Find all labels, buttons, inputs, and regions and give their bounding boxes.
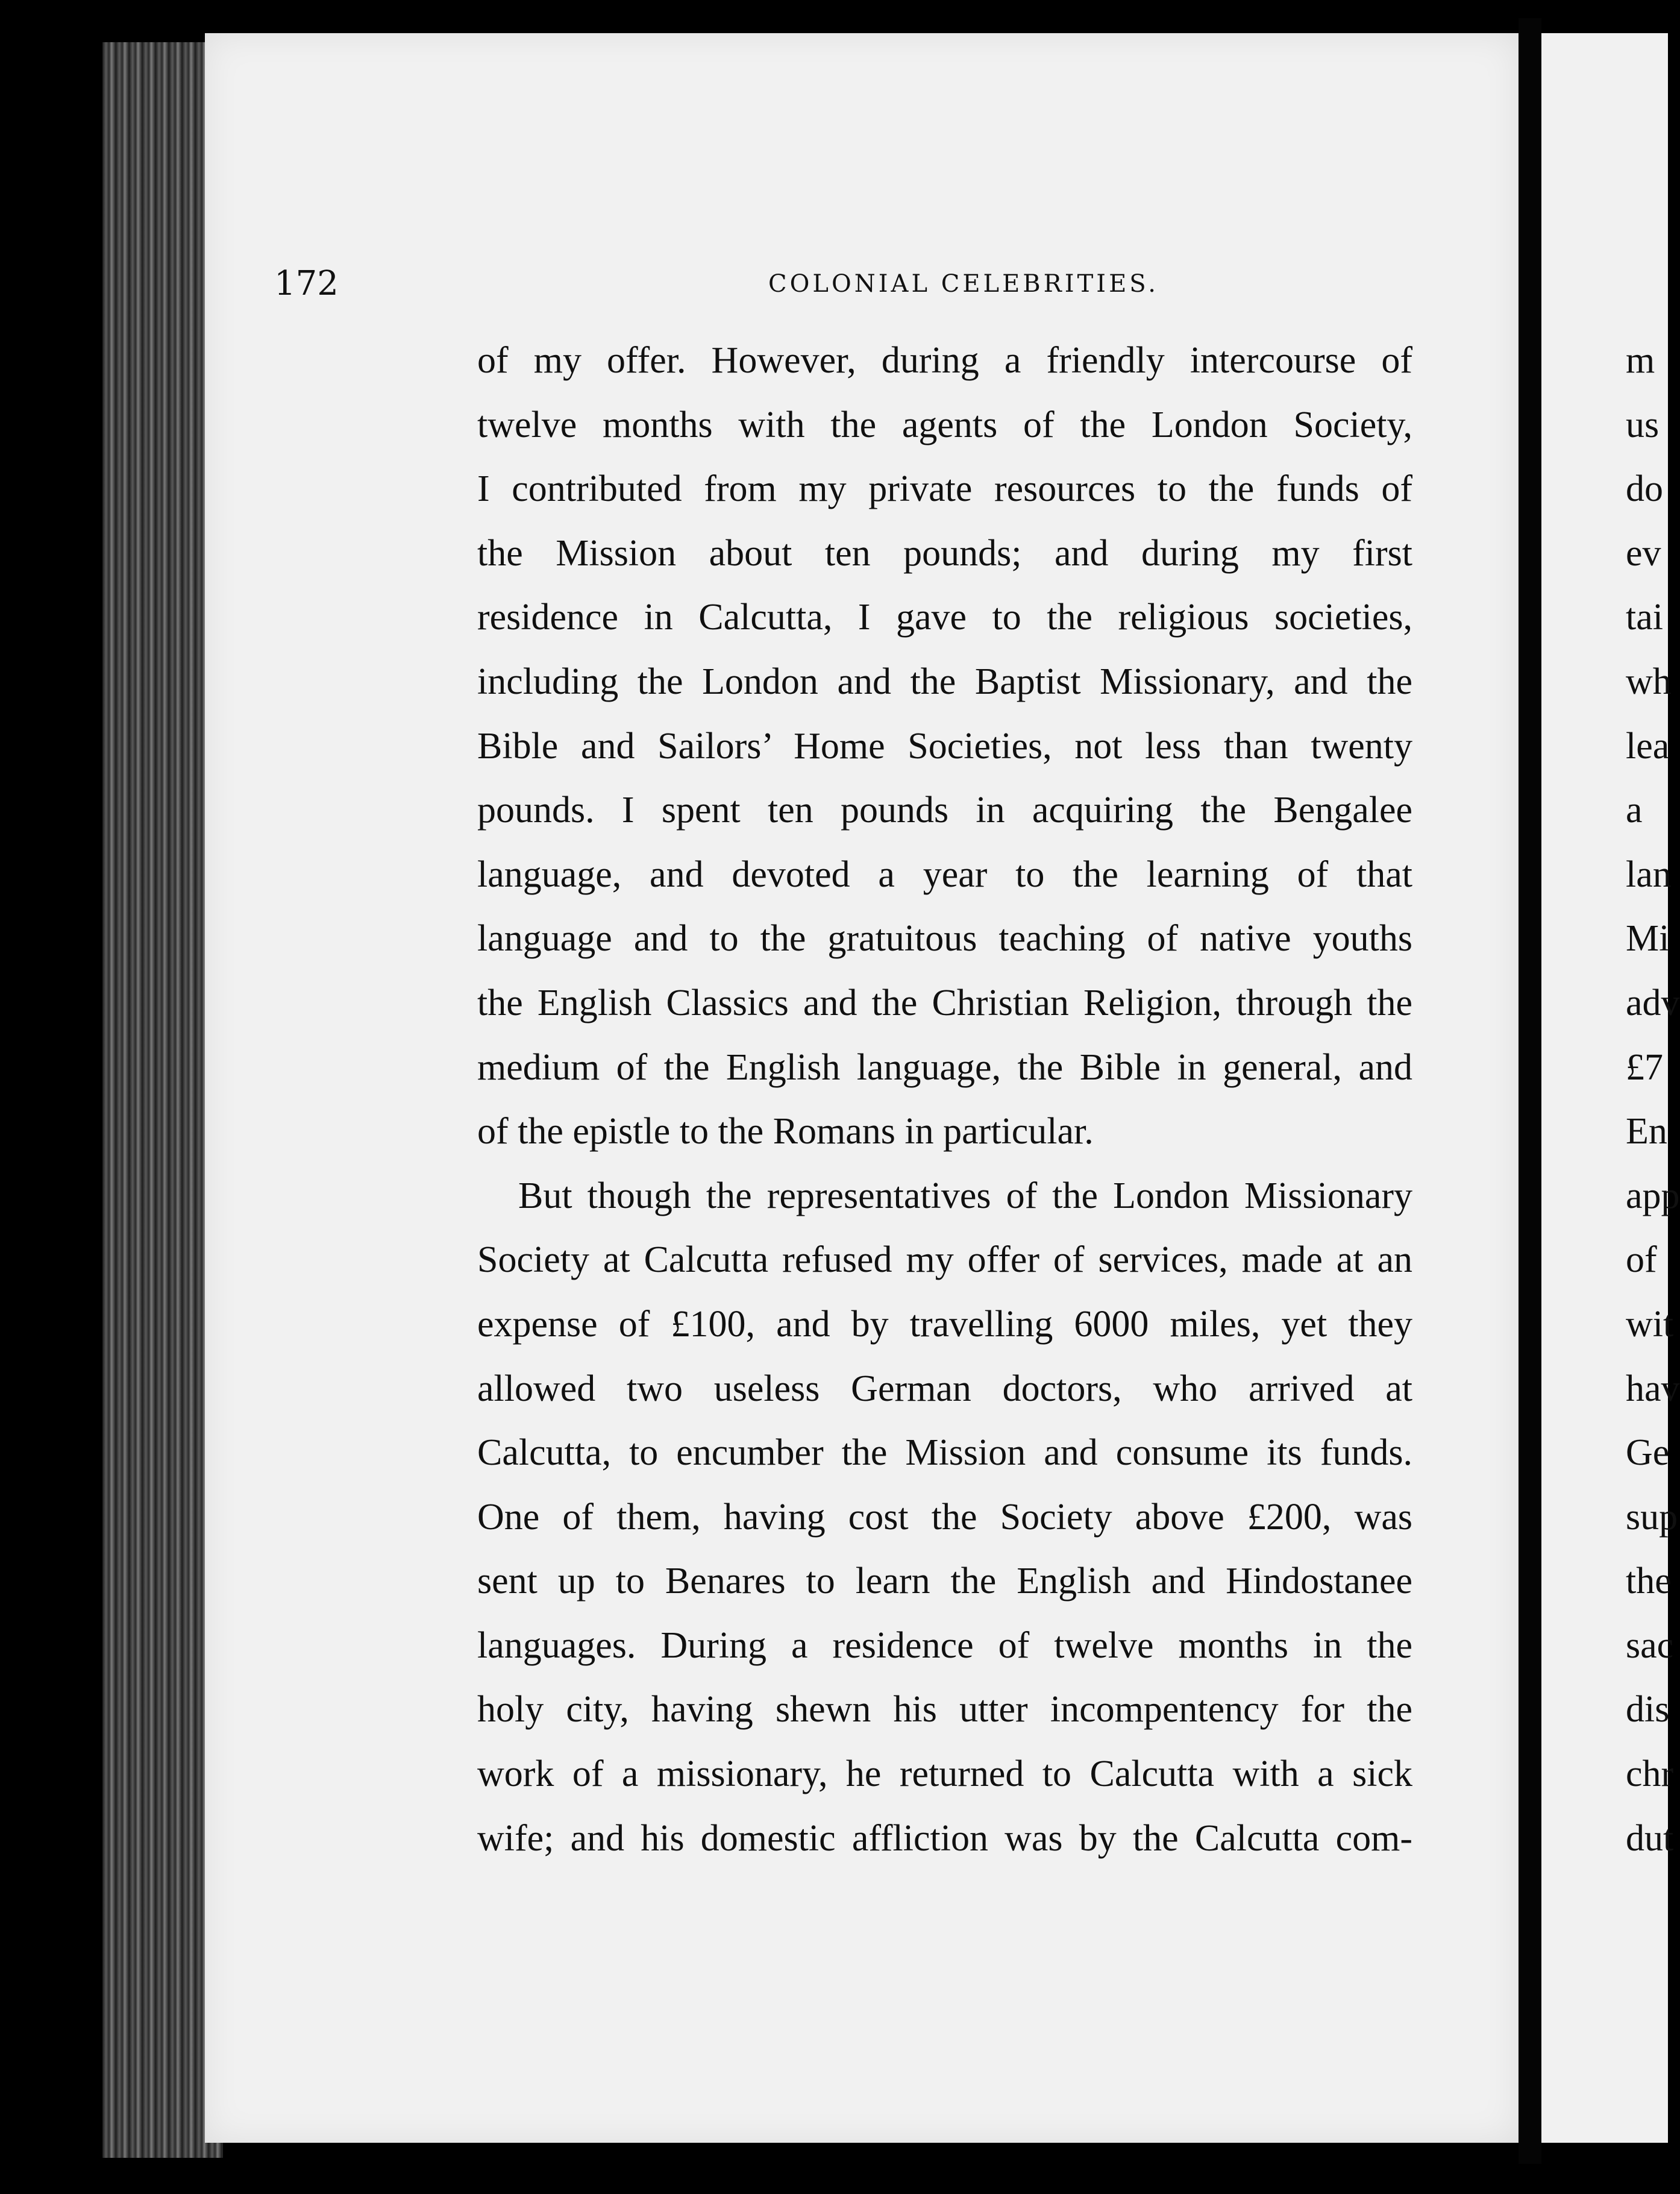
page-number: 172 bbox=[274, 264, 339, 303]
text-line: Calcutta, to encumber the Mission and consume its funds. bbox=[477, 1432, 1412, 1474]
book-gutter bbox=[1519, 18, 1541, 2164]
text-line: But though the representatives of the London Missionary bbox=[518, 1175, 1412, 1216]
fragment: sac bbox=[1626, 1624, 1674, 1666]
text-line: including the London and the Baptist Missionary, and the bbox=[477, 661, 1412, 702]
text-line: the Mission about ten pounds; and during my first bbox=[477, 532, 1412, 574]
text-line: language, and devoted a year to the learning of that bbox=[477, 853, 1412, 895]
fragment: dut bbox=[1626, 1817, 1674, 1859]
text-line: twelve months with the agents of the London Society, bbox=[477, 404, 1412, 445]
text-line: One of them, having cost the Society above £200, was bbox=[477, 1496, 1412, 1538]
fragment: chr bbox=[1626, 1753, 1674, 1795]
fragment: the bbox=[1626, 1561, 1672, 1602]
fragment: sup bbox=[1626, 1496, 1678, 1538]
fragment: app bbox=[1626, 1175, 1680, 1216]
fragment: dis bbox=[1626, 1689, 1670, 1730]
text-line: wife; and his domestic affliction was by the Calcutta com- bbox=[477, 1817, 1412, 1859]
paragraph-2 bbox=[477, 1164, 1412, 1871]
paragraph-1 bbox=[477, 328, 1412, 1164]
fragment: of bbox=[1626, 1239, 1657, 1281]
fragment: wit bbox=[1626, 1303, 1674, 1345]
fragment: m bbox=[1626, 340, 1655, 381]
fragment: a bbox=[1626, 790, 1643, 831]
text-line: medium of the English language, the Bible in general, and bbox=[477, 1046, 1412, 1088]
text-line: I contributed from my private resources to the funds of bbox=[477, 468, 1412, 510]
fragment: tai bbox=[1626, 597, 1663, 638]
running-title: COLONIAL CELEBRITIES. bbox=[768, 270, 1159, 298]
text-line: language and to the gratuitous teaching of native youths bbox=[477, 918, 1412, 960]
fragment: lea bbox=[1626, 725, 1670, 767]
body-text bbox=[477, 328, 1412, 1870]
page-header bbox=[274, 264, 1419, 324]
fragment: £7 bbox=[1626, 1046, 1663, 1088]
fragment: do bbox=[1626, 468, 1663, 510]
text-line: pounds. I spent ten pounds in acquiring the Bengalee bbox=[477, 790, 1412, 831]
fragment: hav bbox=[1626, 1368, 1680, 1409]
right-page-text-fragments bbox=[1626, 328, 1680, 1870]
fragment: wh bbox=[1626, 661, 1672, 702]
text-line: expense of £100, and by travelling 6000 miles, yet they bbox=[477, 1303, 1412, 1345]
text-line: of my offer. However, during a friendly intercourse of bbox=[477, 340, 1412, 381]
text-line: the English Classics and the Christian Religion, through the bbox=[477, 982, 1412, 1023]
text-line: holy city, having shewn his utter incompentency for the bbox=[477, 1689, 1412, 1730]
fragment: En bbox=[1626, 1111, 1667, 1152]
text-line: sent up to Benares to learn the English and Hindostanee bbox=[477, 1561, 1412, 1602]
fragment: Ge bbox=[1626, 1432, 1670, 1474]
fragment: ev bbox=[1626, 532, 1661, 574]
fragment: adv bbox=[1626, 982, 1680, 1023]
text-line: allowed two useless German doctors, who arrived at bbox=[477, 1368, 1412, 1409]
fragment: lan bbox=[1626, 853, 1672, 895]
text-line: residence in Calcutta, I gave to the religious societies, bbox=[477, 597, 1412, 638]
fragment: Mi bbox=[1626, 918, 1670, 960]
text-line: languages. During a residence of twelve months in the bbox=[477, 1624, 1412, 1666]
text-line: of the epistle to the Romans in particular. bbox=[477, 1111, 1094, 1152]
text-line: Bible and Sailors’ Home Societies, not less than twenty bbox=[477, 725, 1412, 767]
fragment: us bbox=[1626, 404, 1660, 445]
text-line: work of a missionary, he returned to Calcutta with a sick bbox=[477, 1753, 1412, 1795]
text-line: Society at Calcutta refused my offer of services, made at an bbox=[477, 1239, 1412, 1281]
